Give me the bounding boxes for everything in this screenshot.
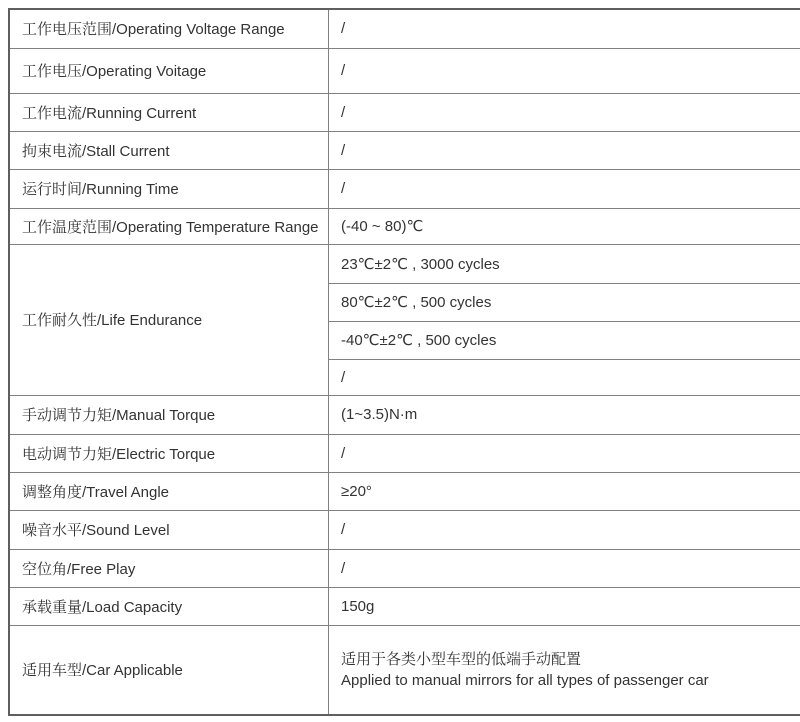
table-row xyxy=(9,169,800,208)
table-row xyxy=(9,9,800,48)
spec-label: 工作电压范围/Operating Voltage Range xyxy=(9,9,329,48)
table-row xyxy=(9,395,800,434)
spec-value-line-cn: 适用于各类小型车型的低端手动配置 xyxy=(341,650,582,668)
spec-label: 适用车型/Car Applicable xyxy=(9,625,329,715)
table-row xyxy=(9,131,800,169)
spec-value xyxy=(329,625,800,715)
spec-label: 工作温度范围/Operating Temperature Range xyxy=(9,208,329,244)
table-row xyxy=(9,510,800,549)
table-row xyxy=(9,244,800,283)
spec-value-line-en: Applied to manual mirrors for all types of passenger car xyxy=(341,671,709,689)
spec-label: 运行时间/Running Time xyxy=(9,169,329,208)
table-row xyxy=(9,434,800,472)
spec-label: 空位角/Free Play xyxy=(9,549,329,587)
spec-value: (-40 ~ 80)℃ xyxy=(329,208,800,244)
spec-value: 80℃±2℃ , 500 cycles xyxy=(329,283,800,321)
table-row xyxy=(9,48,800,93)
spec-value: 23℃±2℃ , 3000 cycles xyxy=(329,244,800,283)
spec-label: 手动调节力矩/Manual Torque xyxy=(9,395,329,434)
spec-label: 拘束电流/Stall Current xyxy=(9,131,329,169)
spec-value: / xyxy=(329,359,800,395)
spec-value: / xyxy=(329,549,800,587)
spec-value: / xyxy=(329,510,800,549)
table-row xyxy=(9,549,800,587)
spec-label: 工作电流/Running Current xyxy=(9,93,329,131)
spec-value: / xyxy=(329,169,800,208)
spec-label: 工作电压/Operating Voitage xyxy=(9,48,329,93)
spec-value: / xyxy=(329,93,800,131)
spec-table xyxy=(8,8,800,716)
spec-value: / xyxy=(329,9,800,48)
spec-value: -40℃±2℃ , 500 cycles xyxy=(329,321,800,359)
table-row xyxy=(9,625,800,715)
spec-label: 承载重量/Load Capacity xyxy=(9,587,329,625)
table-row xyxy=(9,208,800,244)
spec-label: 电动调节力矩/Electric Torque xyxy=(9,434,329,472)
spec-label: 噪音水平/Sound Level xyxy=(9,510,329,549)
spec-label: 调整角度/Travel Angle xyxy=(9,472,329,510)
spec-value: / xyxy=(329,48,800,93)
spec-value: / xyxy=(329,131,800,169)
spec-value: 150g xyxy=(329,587,800,625)
table-row xyxy=(9,472,800,510)
spec-value: (1~3.5)N·m xyxy=(329,395,800,434)
spec-value: ≥20° xyxy=(329,472,800,510)
table-row xyxy=(9,587,800,625)
table-row xyxy=(9,93,800,131)
spec-value: / xyxy=(329,434,800,472)
spec-label: 工作耐久性/Life Endurance xyxy=(9,244,329,395)
